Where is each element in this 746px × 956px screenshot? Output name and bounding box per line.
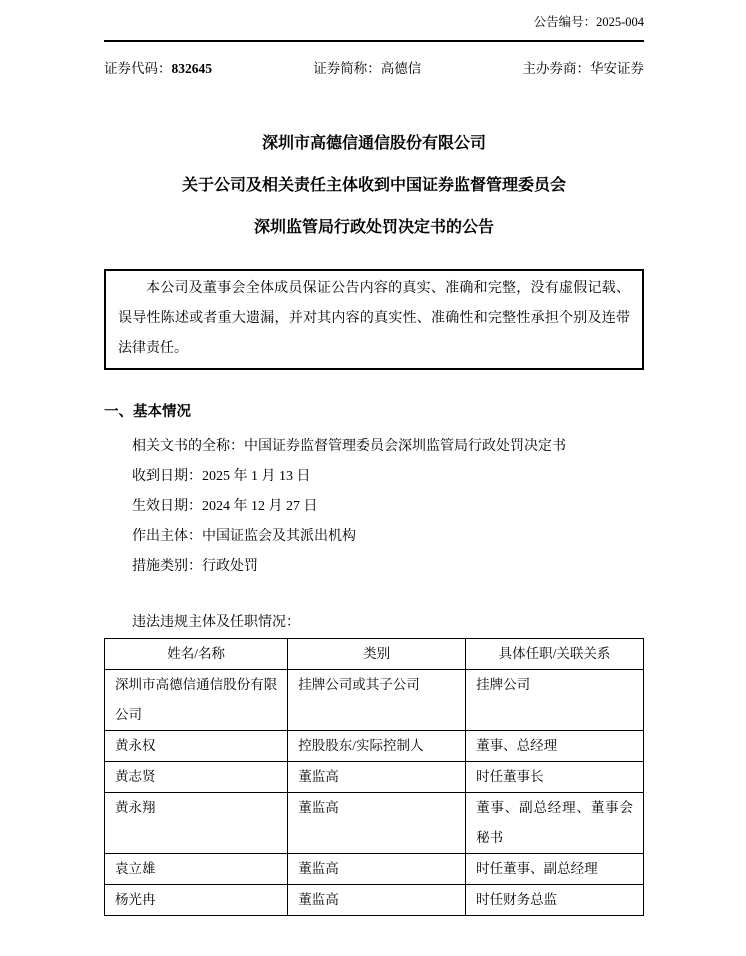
column-header-category: 类别 — [288, 639, 466, 670]
table-row — [105, 670, 644, 731]
column-header-name: 姓名/名称 — [105, 639, 288, 670]
announcement-number: 公告编号：2025-004 — [533, 15, 644, 29]
cell-name: 黄志贤 — [105, 762, 288, 793]
cell-position: 时任董事、副总经理 — [466, 854, 644, 885]
stock-name-value: 高德信 — [380, 61, 422, 76]
sponsor-broker-label: 主办券商： — [522, 61, 590, 76]
detail-effective-date: 生效日期：2024 年 12 月 27 日 — [132, 499, 318, 514]
stock-code-label: 证券代码： — [104, 61, 172, 76]
cell-position: 董事、副总经理、董事会秘书 — [466, 793, 644, 854]
cell-category: 董监高 — [288, 762, 466, 793]
cell-name: 深圳市高德信通信股份有限公司 — [105, 670, 288, 731]
cell-name: 黄永翔 — [105, 793, 288, 854]
section-heading-basic-info: 一、基本情况 — [104, 404, 191, 420]
table-row — [105, 731, 644, 762]
document-title — [104, 123, 644, 249]
title-line-subject: 关于公司及相关责任主体收到中国证券监督管理委员会 — [181, 177, 566, 194]
title-line-decision: 深圳监管局行政处罚决定书的公告 — [253, 219, 494, 236]
detail-measure-category: 措施类别：行政处罚 — [132, 559, 258, 574]
header-divider — [104, 40, 644, 42]
table-row — [105, 762, 644, 793]
cell-category: 董监高 — [288, 854, 466, 885]
cell-name: 袁立雄 — [105, 854, 288, 885]
cell-position: 时任财务总监 — [466, 885, 644, 916]
table-header-row — [105, 639, 644, 670]
cell-category: 董监高 — [288, 793, 466, 854]
title-line-company: 深圳市高德信通信股份有限公司 — [261, 135, 486, 152]
stock-code-field — [104, 59, 212, 79]
cell-position: 时任董事长 — [466, 762, 644, 793]
cell-position: 挂牌公司 — [466, 670, 644, 731]
cell-position: 董事、总经理 — [466, 731, 644, 762]
table-row — [105, 793, 644, 854]
detail-received-date: 收到日期：2025 年 1 月 13 日 — [132, 469, 311, 484]
disclaimer-box — [104, 269, 644, 370]
cell-category: 董监高 — [288, 885, 466, 916]
violation-table-intro: 违法违规主体及任职情况： — [132, 615, 300, 630]
disclaimer-text: 本公司及董事会全体成员保证公告内容的真实、准确和完整，没有虚假记载、误导性陈述或者重大遗漏，并对其内容的真实性、准确性和完整性承担个别及连带法律责任。 — [118, 281, 630, 356]
sponsor-broker-field — [523, 59, 645, 79]
stock-name-label: 证券简称： — [313, 61, 381, 76]
basic-info-details — [104, 432, 644, 582]
table-row — [105, 885, 644, 916]
cell-category: 挂牌公司或其子公司 — [288, 670, 466, 731]
detail-issuing-authority: 作出主体：中国证监会及其派出机构 — [132, 529, 356, 544]
cell-name: 杨光冉 — [105, 885, 288, 916]
stock-name-field — [313, 59, 421, 79]
column-header-position: 具体任职/关联关系 — [466, 639, 644, 670]
sponsor-broker-value: 华安证券 — [590, 61, 644, 76]
cell-category: 控股股东/实际控制人 — [288, 731, 466, 762]
detail-document-full-name: 相关文书的全称：中国证券监督管理委员会深圳监管局行政处罚决定书 — [132, 439, 566, 454]
cell-name: 黄永权 — [105, 731, 288, 762]
securities-info-row — [104, 59, 644, 79]
table-row — [105, 854, 644, 885]
stock-code-value: 832645 — [171, 61, 212, 76]
violation-subjects-table — [104, 638, 644, 916]
